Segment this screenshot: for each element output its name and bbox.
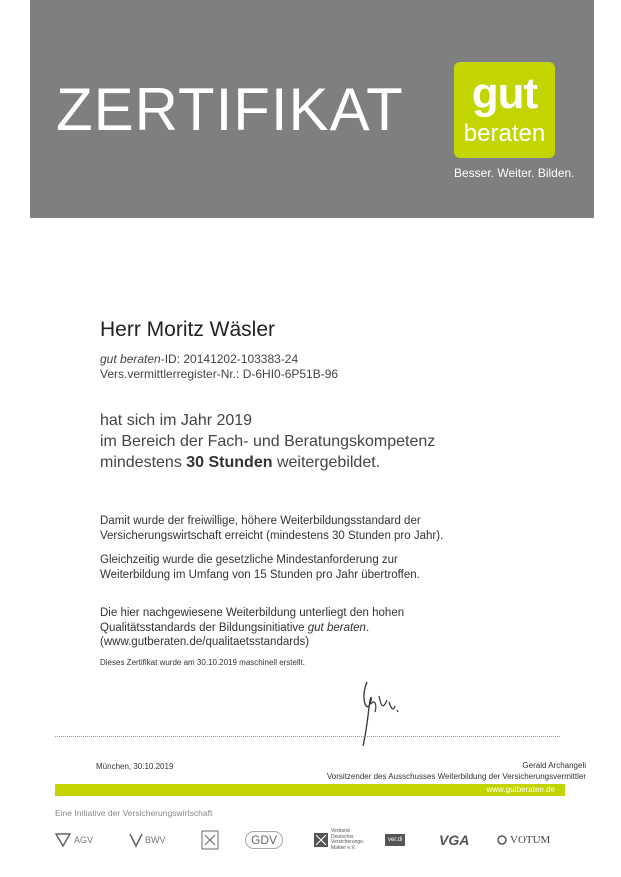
agv-label: AGV	[74, 835, 94, 845]
verdi-logo	[385, 826, 405, 854]
vga-logo	[439, 826, 469, 854]
vdvm-logo	[313, 826, 364, 854]
statement-line-2: im Bereich der Fach- und Beratungskompetenz	[100, 433, 436, 450]
p3-line-2	[100, 621, 520, 636]
p2-line-1: Gleichzeitig wurde die gesetzliche Mindestanforderung zur	[100, 554, 398, 566]
p3-line-3: (www.gutberaten.de/qualitaetsstandards)	[100, 636, 310, 648]
website-link[interactable]: www.gutberaten.de	[486, 785, 555, 794]
p3-pre: Qualitätsstandards der Bildungsinitiative	[100, 621, 308, 634]
emblem-logo	[201, 826, 219, 854]
signer-name: Gerald Archangeli	[522, 761, 586, 770]
p2-line-2: Weiterbildung im Umfang von 15 Stunden pro Jahr übertroffen.	[100, 568, 420, 581]
hours-bold: 30 Stunden	[186, 454, 273, 471]
p1-line-2: Versicherungswirtschaft erreicht (mindestens 30 Stunden pro Jahr).	[100, 529, 444, 542]
main-statement	[100, 410, 435, 473]
paragraph-standard	[100, 514, 520, 543]
signer-block	[327, 760, 586, 782]
votum-logo	[497, 826, 550, 854]
vdvm-line-1: Verband	[331, 828, 350, 834]
recipient-name: Herr Moritz Wäsler	[100, 318, 276, 341]
id-value: -ID: 20141202-103383-24	[160, 352, 299, 366]
website-bar	[55, 784, 565, 796]
statement-line-1: hat sich im Jahr 2019	[100, 412, 253, 429]
machine-note: Dieses Zertifikat wurde am 30.10.2019 maschinell erstellt.	[100, 658, 305, 667]
p3-line-1: Die hier nachgewiesene Weiterbildung unterliegt den hohen	[100, 607, 405, 619]
logo-gut-text: gut	[471, 69, 538, 118]
gdv-logo	[245, 826, 283, 854]
p3-post: .	[365, 621, 370, 634]
agv-logo	[55, 826, 93, 854]
paragraph-quality	[100, 606, 520, 650]
p1-line-1: Damit wurde der freiwillige, höhere Weiterbildungsstandard der	[100, 515, 421, 527]
vga-label: VGA	[439, 832, 470, 848]
gdv-label: GDV	[245, 831, 283, 849]
register-number: Vers.vermittlerregister-Nr.: D-6HI0-6P51B-96	[100, 367, 339, 381]
slogan: Besser. Weiter. Bilden.	[454, 166, 575, 180]
signer-title: Vorsitzender des Ausschusses Weiterbildung der Versicherungsvermittler	[326, 772, 586, 781]
bwv-label: BWV	[145, 835, 166, 845]
statement-post: weitergebildet.	[272, 454, 381, 471]
p3-italic: gut beraten	[307, 621, 366, 634]
gut-beraten-logo	[454, 62, 555, 158]
vdvm-line-3: Versicherungs-	[331, 839, 365, 845]
verdi-label: ver.di	[385, 834, 405, 846]
bwv-v-icon	[129, 832, 143, 848]
votum-circle-icon	[497, 835, 507, 845]
paragraph-legal	[100, 553, 520, 582]
id-label-italic: gut beraten	[100, 352, 161, 366]
partner-logos	[55, 826, 565, 856]
statement-pre: mindestens	[100, 454, 187, 471]
recipient-ids	[100, 352, 338, 382]
logo-beraten-text: beraten	[463, 120, 546, 147]
agv-triangle-icon	[55, 832, 71, 848]
statement-line-3	[100, 452, 435, 473]
place-date: München, 30.10.2019	[96, 762, 174, 771]
initiative-label: Eine Initiative der Versicherungswirtschaft	[55, 808, 213, 818]
signature-graphic	[355, 676, 405, 748]
signature-divider	[55, 736, 560, 737]
gut-beraten-id	[100, 352, 338, 367]
emblem-icon	[201, 830, 219, 850]
bwv-logo	[129, 826, 166, 854]
vdvm-emblem-icon	[313, 832, 329, 848]
vdvm-text	[331, 829, 364, 851]
vdvm-line-4: Makler e.V.	[331, 844, 356, 851]
vdvm-line-2: Deutscher	[331, 833, 354, 840]
votum-label: VOTUM	[510, 834, 551, 846]
certificate-title: ZERTIFIKAT	[56, 76, 404, 143]
